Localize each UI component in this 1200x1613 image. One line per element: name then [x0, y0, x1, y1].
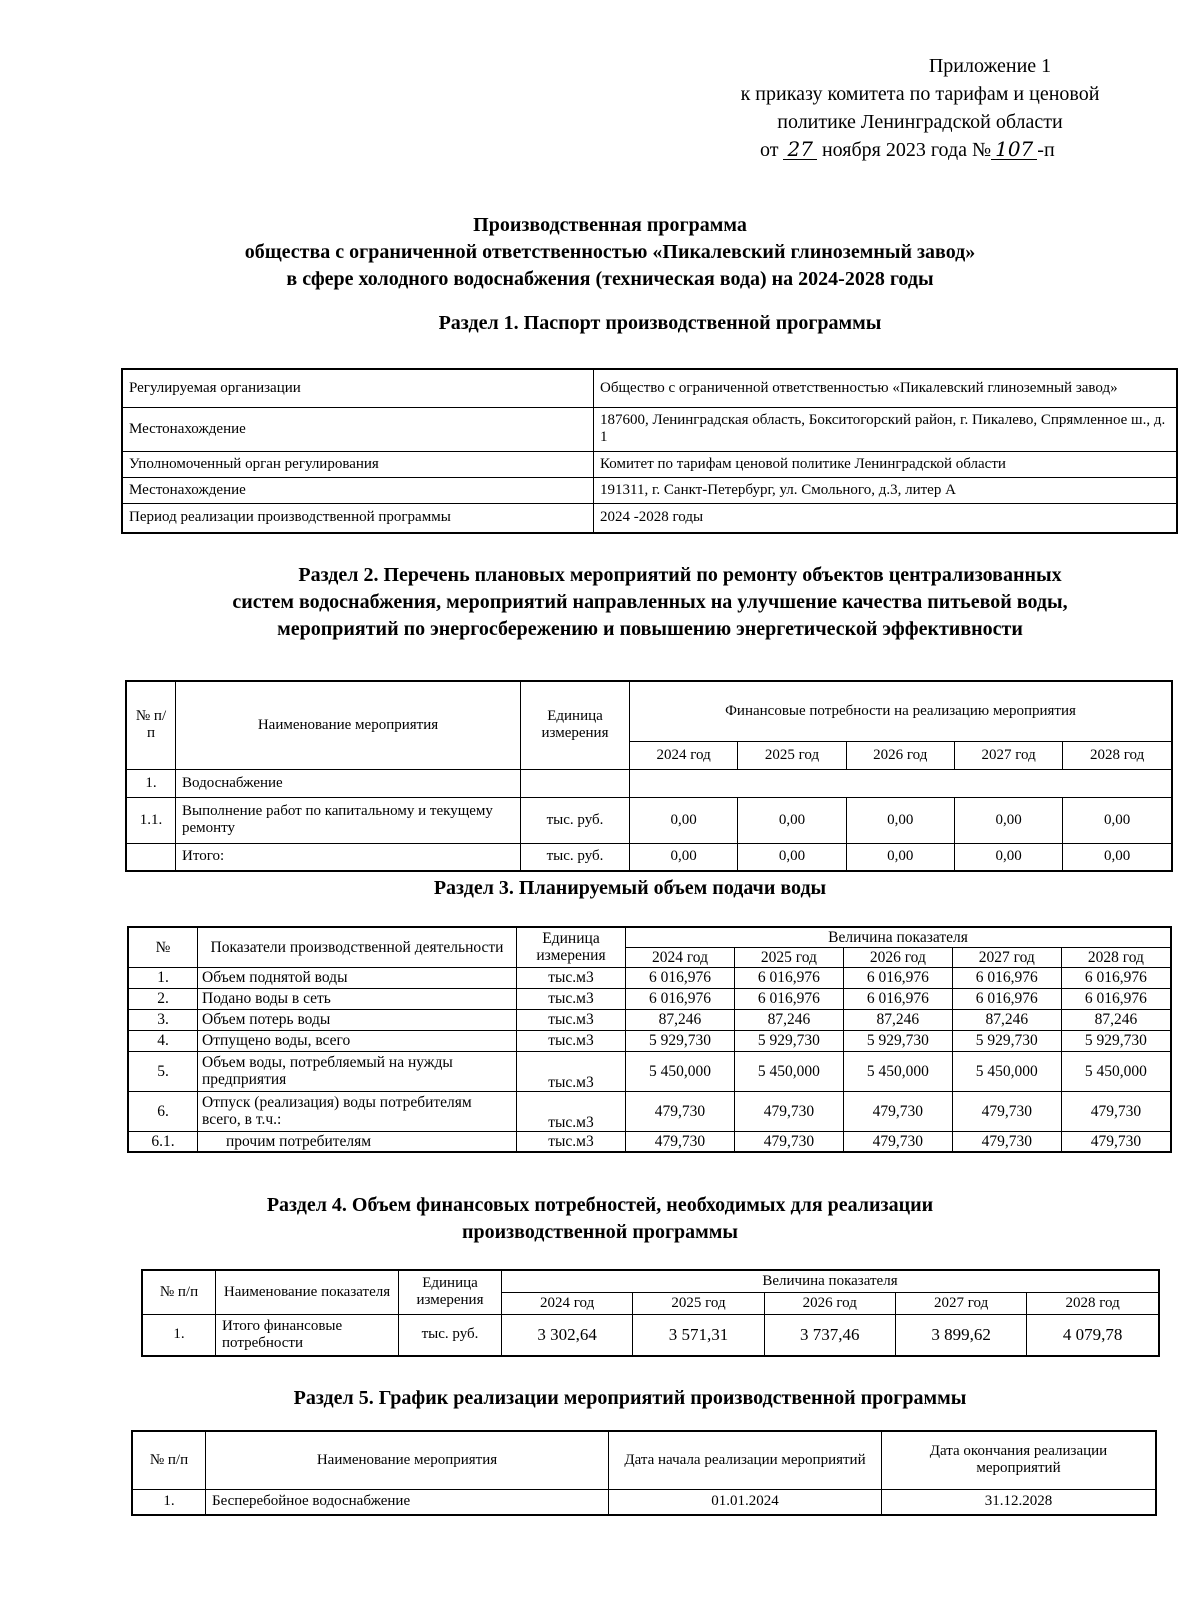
- passport-value: 191311, г. Санкт-Петербург, ул. Смольного, д.3, литер А: [594, 477, 1178, 503]
- row-unit: тыс. руб.: [521, 797, 630, 843]
- year-header: 2025 год: [734, 947, 843, 967]
- col-start-header: Дата начала реализации мероприятий: [609, 1431, 882, 1489]
- order-number-handwritten: 107: [991, 139, 1037, 160]
- section2-heading-line-2: систем водоснабжения, мероприятий направленных на улучшение качества питьевой воды,: [232, 591, 1068, 613]
- row-end-date: 31.12.2028: [882, 1489, 1157, 1515]
- table-row: [126, 797, 1172, 843]
- row-value: 87,246: [843, 1009, 952, 1030]
- title-line-1: Производственная программа: [473, 214, 747, 236]
- row-value: 5 450,000: [626, 1051, 735, 1091]
- row-name: Итого финансовые потребности: [216, 1314, 399, 1356]
- row-name: Водоснабжение: [176, 769, 521, 797]
- row-value: 87,246: [952, 1009, 1061, 1030]
- row-value: 87,246: [1061, 1009, 1171, 1030]
- passport-value: Общество с ограниченной ответственностью «Пикалевский глиноземный завод»: [594, 369, 1178, 407]
- table-row: [128, 988, 1171, 1009]
- table-row: [122, 451, 1177, 477]
- appendix-line-3: политике Ленинградской области: [777, 111, 1063, 133]
- schedule-table: [131, 1430, 1157, 1516]
- title-line-2: общества с ограниченной ответственностью «Пикалевский глиноземный завод»: [244, 241, 976, 263]
- date-suffix: -п: [1037, 139, 1055, 161]
- row-unit: тыс. руб.: [521, 843, 630, 871]
- row-value: 3 737,46: [764, 1314, 895, 1356]
- row-name: Объем воды, потребляемый на нужды предприятия: [198, 1051, 517, 1091]
- row-value: 0,00: [738, 843, 846, 871]
- table-row: [128, 967, 1171, 988]
- section4-heading: [150, 1192, 1050, 1246]
- year-header: 2026 год: [764, 1292, 895, 1314]
- year-header: 2024 год: [630, 741, 738, 769]
- col-no-header: № п/п: [132, 1431, 206, 1489]
- row-no: [126, 843, 176, 871]
- col-name-header: Наименование показателя: [216, 1270, 399, 1314]
- table-row: [132, 1489, 1156, 1515]
- row-name: Объем поднятой воды: [198, 967, 517, 988]
- row-value: 0,00: [846, 797, 954, 843]
- row-unit: тыс.м3: [517, 1051, 626, 1091]
- row-name: Итого:: [176, 843, 521, 871]
- year-header: 2024 год: [502, 1292, 633, 1314]
- passport-label: Период реализации производственной программы: [122, 503, 594, 533]
- row-value: 5 450,000: [843, 1051, 952, 1091]
- col-name-header: Показатели производственной деятельности: [198, 927, 517, 967]
- table-row: [142, 1314, 1159, 1356]
- row-start-date: 01.01.2024: [609, 1489, 882, 1515]
- row-no: 4.: [128, 1030, 198, 1051]
- row-name: Выполнение работ по капитальному и текущему ремонту: [176, 797, 521, 843]
- row-name: Бесперебойное водоснабжение: [206, 1489, 609, 1515]
- row-no: 5.: [128, 1051, 198, 1091]
- table-row: [128, 1030, 1171, 1051]
- row-unit: тыс.м3: [517, 1091, 626, 1131]
- row-value: 0,00: [954, 797, 1062, 843]
- row-value: 5 929,730: [734, 1030, 843, 1051]
- row-value: 0,00: [846, 843, 954, 871]
- row-name: Отпуск (реализация) воды потребителям всего, в т.ч.:: [198, 1091, 517, 1131]
- row-no: 1.1.: [126, 797, 176, 843]
- appendix-line-1: Приложение 1: [928, 55, 1052, 77]
- section1-heading: Раздел 1. Паспорт производственной программы: [438, 312, 882, 334]
- passport-label: Местонахождение: [122, 407, 594, 451]
- table-row: [128, 1131, 1171, 1152]
- row-value: 479,730: [843, 1091, 952, 1131]
- table-row: [126, 843, 1172, 871]
- row-no: 1.: [142, 1314, 216, 1356]
- table-row: [126, 769, 1172, 797]
- row-name: Объем потерь воды: [198, 1009, 517, 1030]
- row-value: 6 016,976: [734, 988, 843, 1009]
- row-value: 6 016,976: [626, 967, 735, 988]
- row-no: 1.: [128, 967, 198, 988]
- row-value: 6 016,976: [952, 967, 1061, 988]
- row-no: 6.: [128, 1091, 198, 1131]
- row-value: 0,00: [630, 843, 738, 871]
- col-value-header: Величина показателя: [502, 1270, 1160, 1292]
- row-value: 479,730: [1061, 1131, 1171, 1152]
- row-value: 5 929,730: [1061, 1030, 1171, 1051]
- row-value: 6 016,976: [843, 988, 952, 1009]
- year-header: 2024 год: [626, 947, 735, 967]
- year-header: 2028 год: [1063, 741, 1172, 769]
- row-value: 479,730: [952, 1131, 1061, 1152]
- table-row: [128, 1091, 1171, 1131]
- table-row: [122, 503, 1177, 533]
- col-unit-header: Единица измерения: [521, 681, 630, 769]
- date-mid: ноября 2023 года №: [821, 139, 992, 161]
- col-name-header: Наименование мероприятия: [176, 681, 521, 769]
- repair-measures-table: [125, 680, 1173, 872]
- row-value: 5 450,000: [734, 1051, 843, 1091]
- col-value-header: Величина показателя: [626, 927, 1172, 947]
- col-end-header: Дата окончания реализации мероприятий: [882, 1431, 1157, 1489]
- passport-value: 2024 -2028 годы: [594, 503, 1178, 533]
- row-value: 479,730: [734, 1131, 843, 1152]
- year-header: 2028 год: [1027, 1292, 1159, 1314]
- row-value: 0,00: [1063, 843, 1172, 871]
- year-header: 2025 год: [738, 741, 846, 769]
- row-value: 479,730: [626, 1091, 735, 1131]
- passport-label: Регулируемая организации: [122, 369, 594, 407]
- row-value: 479,730: [1061, 1091, 1171, 1131]
- row-name: прочим потребителям: [198, 1131, 517, 1152]
- row-value: 5 929,730: [843, 1030, 952, 1051]
- financial-needs-table: [141, 1269, 1160, 1357]
- passport-value: 187600, Ленинградская область, Бокситогорский район, г. Пикалево, Спрямленное ш., д. 1: [594, 407, 1178, 451]
- row-value: 5 929,730: [952, 1030, 1061, 1051]
- section2-heading-line-3: мероприятий по энергосбережению и повышению энергетической эффективности: [277, 618, 1023, 640]
- passport-label: Местонахождение: [122, 477, 594, 503]
- row-value: 0,00: [954, 843, 1062, 871]
- row-value: 0,00: [630, 797, 738, 843]
- year-header: 2027 год: [952, 947, 1061, 967]
- row-value: 6 016,976: [952, 988, 1061, 1009]
- date-day-handwritten: 27: [783, 139, 816, 160]
- col-unit-header: Единица измерения: [399, 1270, 502, 1314]
- passport-table: [121, 368, 1178, 534]
- section4-heading-line-1: Раздел 4. Объем финансовых потребностей, необходимых для реализации: [266, 1194, 934, 1216]
- row-unit: тыс.м3: [517, 1131, 626, 1152]
- row-value: 5 450,000: [1061, 1051, 1171, 1091]
- col-fin-header: Финансовые потребности на реализацию мероприятия: [630, 681, 1173, 741]
- row-value: 87,246: [626, 1009, 735, 1030]
- row-no: 6.1.: [128, 1131, 198, 1152]
- year-header: 2026 год: [843, 947, 952, 967]
- document-title: [170, 212, 1050, 293]
- row-unit: тыс.м3: [517, 1030, 626, 1051]
- row-no: 3.: [128, 1009, 198, 1030]
- year-header: 2025 год: [633, 1292, 764, 1314]
- row-value: 0,00: [1063, 797, 1172, 843]
- appendix-line-2: к приказу комитета по тарифам и ценовой: [740, 83, 1100, 105]
- passport-label: Уполномоченный орган регулирования: [122, 451, 594, 477]
- row-name: Отпущено воды, всего: [198, 1030, 517, 1051]
- row-name: Подано воды в сеть: [198, 988, 517, 1009]
- table-row: [128, 1009, 1171, 1030]
- table-row: [122, 407, 1177, 451]
- row-value: 3 899,62: [895, 1314, 1026, 1356]
- row-value: 5 450,000: [952, 1051, 1061, 1091]
- row-value: 4 079,78: [1027, 1314, 1159, 1356]
- row-no: 1.: [126, 769, 176, 797]
- year-header: 2028 год: [1061, 947, 1171, 967]
- row-value: 479,730: [626, 1131, 735, 1152]
- year-header: 2026 год: [846, 741, 954, 769]
- table-row: [122, 369, 1177, 407]
- table-row: [122, 477, 1177, 503]
- row-value: 479,730: [734, 1091, 843, 1131]
- row-no: 2.: [128, 988, 198, 1009]
- row-empty: [630, 769, 1173, 797]
- row-value: 479,730: [952, 1091, 1061, 1131]
- row-value: 6 016,976: [1061, 988, 1171, 1009]
- row-unit: тыс. руб.: [399, 1314, 502, 1356]
- passport-value: Комитет по тарифам ценовой политике Ленинградской области: [594, 451, 1178, 477]
- row-value: 6 016,976: [843, 967, 952, 988]
- row-value: 6 016,976: [1061, 967, 1171, 988]
- row-unit: тыс.м3: [517, 1009, 626, 1030]
- col-unit-header: Единица измерения: [517, 927, 626, 967]
- row-value: 3 571,31: [633, 1314, 764, 1356]
- year-header: 2027 год: [954, 741, 1062, 769]
- row-no: 1.: [132, 1489, 206, 1515]
- water-supply-volume-table: [127, 926, 1172, 1153]
- appendix-header: [690, 52, 1150, 164]
- title-line-3: в сфере холодного водоснабжения (техническая вода) на 2024-2028 годы: [286, 268, 934, 290]
- row-value: 6 016,976: [734, 967, 843, 988]
- row-unit: [521, 769, 630, 797]
- row-value: 3 302,64: [502, 1314, 633, 1356]
- section2-heading: [120, 562, 1180, 643]
- row-value: 0,00: [738, 797, 846, 843]
- section2-heading-line-1: Раздел 2. Перечень плановых мероприятий по ремонту объектов централизованных: [298, 564, 1062, 586]
- row-value: 5 929,730: [626, 1030, 735, 1051]
- section5-heading: Раздел 5. График реализации мероприятий производственной программы: [293, 1387, 967, 1409]
- row-value: 6 016,976: [626, 988, 735, 1009]
- year-header: 2027 год: [895, 1292, 1026, 1314]
- date-prefix: от: [760, 139, 779, 161]
- section3-heading: Раздел 3. Планируемый объем подачи воды: [433, 877, 827, 899]
- col-no-header: №: [128, 927, 198, 967]
- col-no-header: № п/п: [126, 681, 176, 769]
- appendix-date-line: [690, 136, 1150, 164]
- table-row: [128, 1051, 1171, 1091]
- col-name-header: Наименование мероприятия: [206, 1431, 609, 1489]
- row-unit: тыс.м3: [517, 967, 626, 988]
- section4-heading-line-2: производственной программы: [461, 1221, 739, 1243]
- row-unit: тыс.м3: [517, 988, 626, 1009]
- col-no-header: № п/п: [142, 1270, 216, 1314]
- row-value: 479,730: [843, 1131, 952, 1152]
- row-value: 87,246: [734, 1009, 843, 1030]
